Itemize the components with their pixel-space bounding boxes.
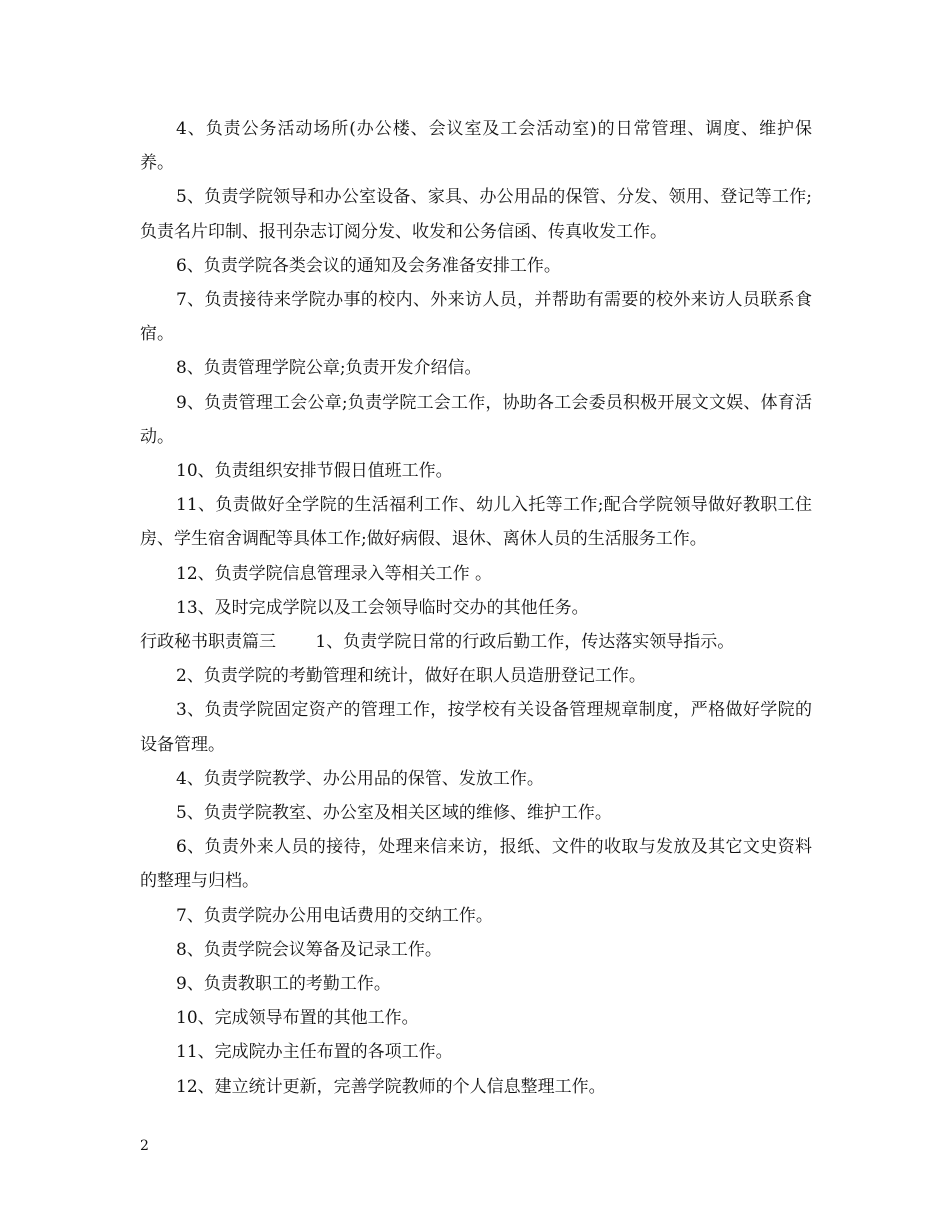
- paragraph-section3-item-11: 11、完成院办主任布置的各项工作。: [176, 1042, 453, 1063]
- paragraph-item-10: 10、负责组织安排节假日值班工作。: [176, 461, 453, 482]
- paragraph-item-6: 6、负责学院各类会议的通知及会务准备安排工作。: [176, 255, 561, 276]
- paragraph-section3-item-2: 2、负责学院的考勤管理和统计，做好在职人员造册登记工作。: [176, 666, 646, 687]
- paragraph-section3-item-4: 4、负责学院教学、办公用品的保管、发放工作。: [176, 768, 544, 789]
- paragraph-item-5: 5、负责学院领导和办公室设备、家具、办公用品的保管、分发、领用、登记等工作;负责名片印制、报刊杂志订阅分发、收发和公务信函、传真收发工作。: [140, 187, 812, 242]
- paragraph-section3-item-10: 10、完成领导布置的其他工作。: [176, 1008, 419, 1029]
- paragraph-item-9: 9、负责管理工会公章;负责学院工会工作，协助各工会委员积极开展文文娱、体育活动。: [140, 392, 812, 447]
- paragraph-section3-item-12: 12、建立统计更新，完善学院教师的个人信息整理工作。: [176, 1076, 606, 1097]
- document-body: [140, 112, 812, 1104]
- paragraph-section3-item-9: 9、负责教职工的考勤工作。: [176, 974, 391, 995]
- paragraph-item-12: 12、负责学院信息管理录入等相关工作 。: [176, 563, 493, 584]
- paragraph-section3-item-3: 3、负责学院固定资产的管理工作，按学校有关设备管理规章制度，严格做好学院的设备管理。: [140, 700, 812, 755]
- paragraph-item-7: 7、负责接待来学院办事的校内、外来访人员，并帮助有需要的校外来访人员联系食宿。: [140, 290, 812, 345]
- paragraph-section3-item-5: 5、负责学院教室、办公室及相关区域的维修、维护工作。: [176, 803, 612, 824]
- paragraph-item-11: 11、负责做好全学院的生活福利工作、幼儿入托等工作;配合学院领导做好教职工住房、学生宿舍调配等具体工作;做好病假、退休、离休人员的生活服务工作。: [140, 495, 812, 550]
- paragraph-section3-item-8: 8、负责学院会议筹备及记录工作。: [176, 939, 442, 960]
- paragraph-item-8: 8、负责管理学院公章;负责开发介绍信。: [176, 358, 482, 379]
- section-heading-line: 行政秘书职责篇三 1、负责学院日常的行政后勤工作，传达落实领导指示。: [140, 632, 735, 653]
- paragraph-item-13: 13、及时完成学院以及工会领导临时交办的其他任务。: [176, 597, 589, 618]
- paragraph-section3-item-7: 7、负责学院办公用电话费用的交纳工作。: [176, 905, 493, 926]
- paragraph-item-4: 4、负责公务活动场所(办公楼、会议室及工会活动室)的日常管理、调度、维护保养。: [140, 119, 812, 174]
- paragraph-section3-item-6: 6、负责外来人员的接待，处理来信来访，报纸、文件的收取与发放及其它文史资料的整理与归档。: [140, 837, 812, 892]
- page-number: 2: [140, 1138, 149, 1154]
